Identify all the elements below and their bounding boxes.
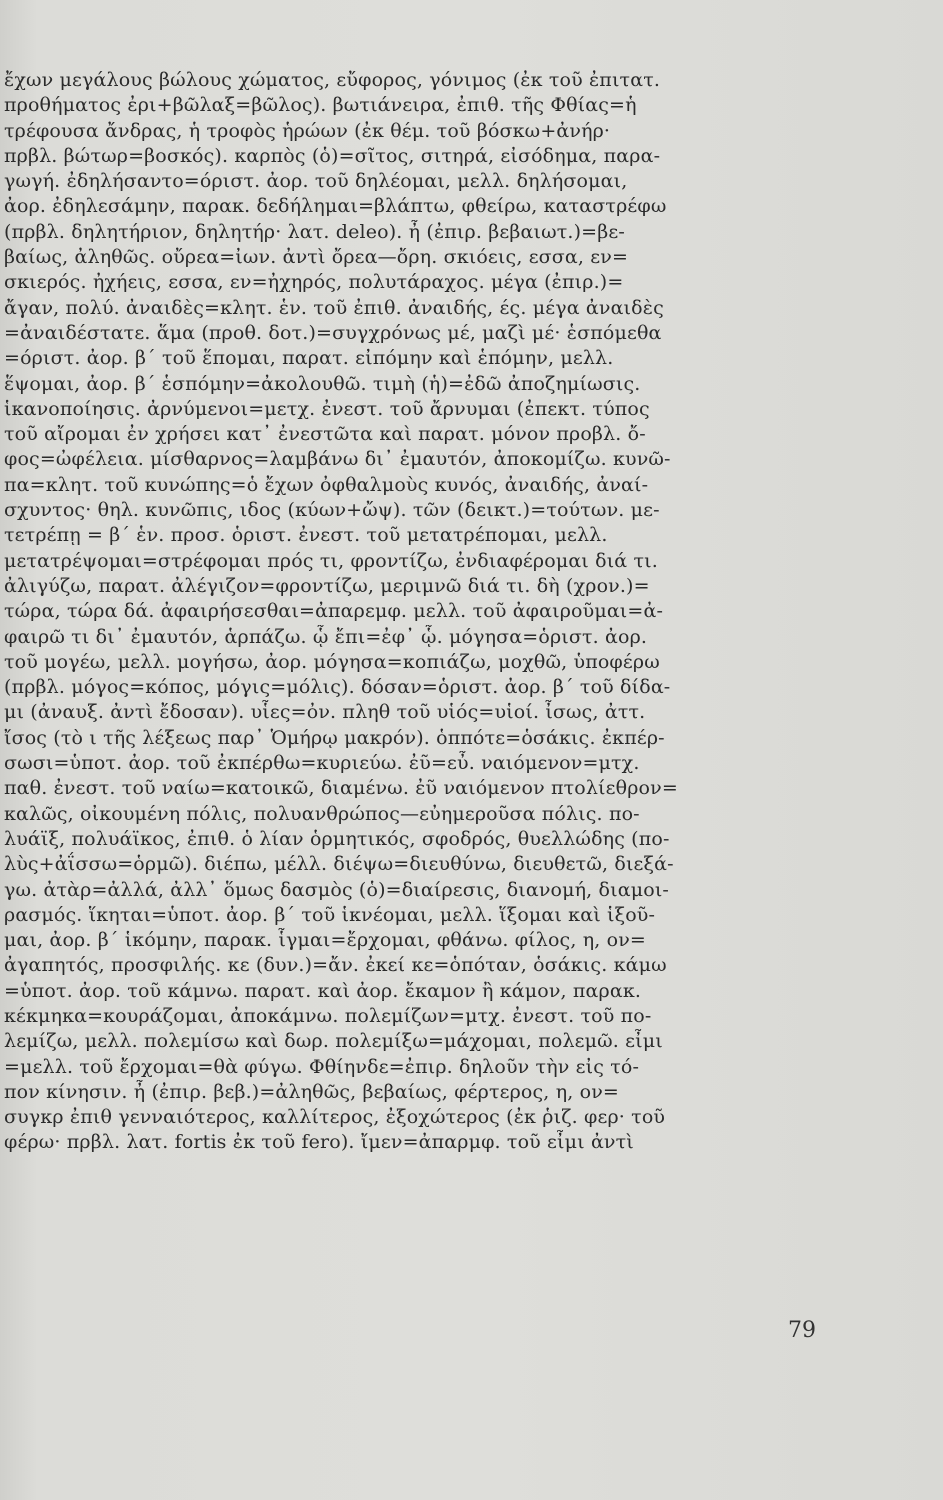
text-line: τρέφουσα ἄνδρας, ἡ τροφὸς ἡρώων (ἐκ θέμ. τοῦ βόσκω+ἀνήρ·: [4, 119, 611, 142]
text-line: τοῦ μογέω, μελλ. μογήσω, ἀορ. μόγησα=κοπιάζω, μοχθῶ, ὑποφέρω: [4, 650, 660, 673]
text-line: λεμίζω, μελλ. πολεμίσω καὶ δωρ. πολεμίξω=μάχομαι, πολεμῶ. εἶμι: [4, 1030, 663, 1053]
text-line: ἔχων μεγάλους βώλους χώματος, εὔφορος, γόνιμος (ἐκ τοῦ ἐπιτατ.: [4, 69, 661, 91]
text-line: βαίως, ἀληθῶς. οὔρεα=ἰων. ἀντὶ ὄρεα—ὄρη. σκιόεις, εσσα, εν=: [4, 246, 629, 269]
text-line: πρβλ. βώτωρ=βοσκός). καρπὸς (ὁ)=σῖτος, σιτηρά, εἰσόδημα, παρα-: [4, 144, 661, 167]
text-line: σωσι=ὑποτ. ἀορ. τοῦ ἐκπέρθω=κυριεύω. ἐῦ=εὖ. ναιόμενον=μτχ.: [4, 752, 640, 775]
text-line: συγκρ ἐπιθ γενναιότερος, καλλίτερος, ἐξοχώτερος (ἐκ ῥιζ. φερ· τοῦ: [4, 1106, 666, 1129]
text-line: (πρβλ. δηλητήριον, δηλητήρ· λατ. deleo). ἦ (ἐπιρ. βεβαιωτ.)=βε-: [4, 220, 625, 243]
text-line: =μελλ. τοῦ ἔρχομαι=θὰ φύγω. Φθίηνδε=ἐπιρ. δηλοῦν τὴν εἰς τό-: [4, 1055, 640, 1078]
page-number: 79: [788, 1318, 816, 1343]
text-line: =ὑποτ. ἀορ. τοῦ κάμνω. παρατ. καὶ ἀορ. ἔκαμον ἢ κάμον, παρακ.: [4, 979, 642, 1002]
text-line: ρασμός. ἵκηται=ὑποτ. ἀορ. β΄ τοῦ ἱκνέομαι, μελλ. ἵξομαι καὶ ἱξοῦ-: [4, 903, 656, 926]
text-line: ἱκανοποίησις. ἀρνύμενοι=μετχ. ἐνεστ. τοῦ ἄρνυμαι (ἐπεκτ. τύπος: [4, 397, 650, 420]
text-line: (πρβλ. μόγος=κόπος, μόγις=μόλις). δόσαν=ὁριστ. ἀορ. β΄ τοῦ δίδα-: [4, 676, 671, 699]
text-line: παθ. ἐνεστ. τοῦ ναίω=κατοικῶ, διαμένω. ἐῦ ναιόμενον πτολίεθρον=: [4, 777, 678, 800]
text-line: =ἀναιδέστατε. ἅμα (προθ. δοτ.)=συγχρόνως μέ, μαζὶ μέ· ἑσπόμεθα: [4, 321, 662, 344]
text-line: ἄγαν, πολύ. ἀναιδὲς=κλητ. ἑν. τοῦ ἐπιθ. ἀναιδής, ές. μέγα ἀναιδὲς: [4, 296, 664, 319]
text-line: σκιερός. ἠχήεις, εσσα, εν=ἠχηρός, πολυτάραχος. μέγα (ἐπιρ.)=: [4, 271, 624, 294]
text-line: καλῶς, οἰκουμένη πόλις, πολυανθρώπος—εὐημεροῦσα πόλις. πο-: [4, 802, 640, 825]
text-line: μαι, ἀορ. β΄ ἱκόμην, παρακ. ἷγμαι=ἔρχομαι, φθάνω. φίλος, η, ον=: [4, 929, 646, 952]
text-line: ἀορ. ἐδηλεσάμην, παρακ. δεδήλημαι=βλάπτω, φθείρω, καταστρέφω: [4, 195, 667, 218]
text-line: τετρέπῃ = β΄ ἑν. προσ. ὁριστ. ἐνεστ. τοῦ μετατρέπομαι, μελλ.: [4, 524, 608, 547]
text-line: τοῦ αἴρομαι ἐν χρήσει κατ᾽ ἐνεστῶτα καὶ παρατ. μόνον προβλ. ὄ-: [4, 423, 646, 446]
text-line: ἴσος (τὸ ι τῆς λέξεως παρ᾽ Ὁμήρῳ μακρόν). ὁππότε=ὁσάκις. ἐκπέρ-: [4, 726, 665, 749]
text-line: ἕψομαι, ἀορ. β΄ ἑσπόμην=ἀκολουθῶ. τιμὴ (ἡ)=ἐδῶ ἀποζημίωσις.: [4, 372, 641, 395]
text-line: λυάϊξ, πολυάϊκος, ἐπιθ. ὁ λίαν ὁρμητικός, σφοδρός, θυελλώδης (πο-: [4, 827, 670, 850]
text-line: σχυντος· θηλ. κυνῶπις, ιδος (κύων+ὤψ). τῶν (δεικτ.)=τούτων. με-: [4, 499, 660, 522]
commentary-text: [4, 68, 830, 1156]
text-line: πον κίνησιν. ἦ (ἐπιρ. βεβ.)=ἀληθῶς, βεβαίως, φέρτερος, η, ον=: [4, 1080, 619, 1103]
text-line: φέρω· πρβλ. λατ. fortis ἐκ τοῦ fero). ἴμεν=ἀπαρμφ. τοῦ εἶμι ἀντὶ: [4, 1131, 634, 1154]
text-line: τώρα, τώρα δά. ἀφαιρήσεσθαι=ἀπαρεμφ. μελλ. τοῦ ἀφαιροῦμαι=ἀ-: [4, 600, 664, 623]
text-line: μι (ἀναυξ. ἀντὶ ἔδοσαν). υἷες=ὀν. πληθ τοῦ υἱός=υἱοί. ἶσως, ἀττ.: [4, 701, 646, 724]
text-line: γωγή. ἐδηλήσαντο=όριστ. ἀορ. τοῦ δηλέομαι, μελλ. δηλήσομαι,: [4, 170, 628, 193]
text-line: φος=ὠφέλεια. μίσθαρνος=λαμβάνω δι᾽ ἐμαυτόν, ἀποκομίζω. κυνῶ-: [4, 448, 671, 471]
text-line: ἀγαπητός, προσφιλής. κε (δυν.)=ἄν. ἐκεί κε=ὁπόταν, ὁσάκις. κάμω: [4, 954, 667, 977]
text-line: προθήματος ἐρι+βῶλαξ=βῶλος). βωτιάνειρα, ἐπιθ. τῆς Φθίας=ἡ: [4, 94, 637, 117]
text-line: κέκμηκα=κουράζομαι, ἀποκάμνω. πολεμίζων=μτχ. ἐνεστ. τοῦ πο-: [4, 1004, 652, 1027]
text-line: =όριστ. ἀορ. β΄ τοῦ ἕπομαι, παρατ. εἰπόμην καὶ ἑπόμην, μελλ.: [4, 347, 614, 370]
text-line: λὺς+ἀΐσσω=ὁρμῶ). διέπω, μέλλ. διέψω=διευθύνω, διευθετῶ, διεξά-: [4, 853, 674, 876]
text-line: πα=κλητ. τοῦ κυνώπης=ὁ ἔχων ὀφθαλμοὺς κυνός, ἀναιδής, ἀναί-: [4, 473, 649, 496]
text-line: μετατρέψομαι=στρέφομαι πρός τι, φροντίζω, ἐνδιαφέρομαι διά τι.: [4, 549, 658, 572]
text-line: γω. ἀτὰρ=ἀλλά, ἀλλ᾽ ὅμως δασμὸς (ὁ)=διαίρεσις, διανομή, διαμοι-: [4, 878, 669, 901]
text-line: ἀλιγύζω, παρατ. ἀλέγιζον=φροντίζω, μεριμνῶ διά τι. δὴ (χρον.)=: [4, 574, 650, 597]
text-line: φαιρῶ τι δι᾽ ἐμαυτόν, ἁρπάζω. ᾧ ἔπι=ἐφ᾽ ᾧ. μόγησα=ὁριστ. ἀορ.: [4, 625, 648, 648]
